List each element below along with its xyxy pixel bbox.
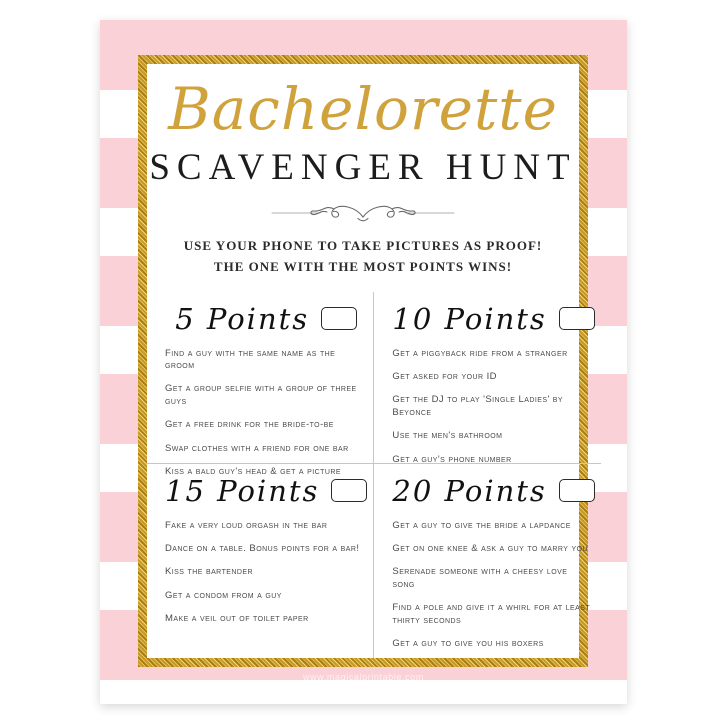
points-header xyxy=(165,474,367,508)
scavenger-item: Kiss a bald guy's head & get a picture xyxy=(165,465,342,477)
scavenger-item: Swap clothes with a friend for one bar xyxy=(165,442,349,454)
scavenger-item: Get a guy to give the bride a lapdance xyxy=(392,519,571,531)
instructions-line-1: USE YOUR PHONE TO TAKE PICTURES AS PROOF! xyxy=(183,238,543,254)
scavenger-item: Dance on a table. Bonus points for a bar! xyxy=(165,543,360,555)
scavenger-item: Get asked for your ID xyxy=(392,371,497,383)
scavenger-item: Kiss the bartender xyxy=(165,566,254,578)
checkbox-icon xyxy=(321,307,357,330)
points-label: 5 Points xyxy=(175,301,310,336)
points-grid xyxy=(147,292,591,658)
section-10-points xyxy=(374,292,600,464)
game-card xyxy=(147,64,591,658)
scavenger-item: Get a free drink for the bride-to-be xyxy=(165,419,334,431)
gold-glitter-frame xyxy=(138,55,591,667)
points-header xyxy=(165,302,367,336)
section-20-points xyxy=(374,464,600,658)
scavenger-item: Get a piggyback ride from a stranger xyxy=(392,347,568,359)
checkbox-icon xyxy=(559,307,595,330)
scavenger-item: Get the DJ to play 'Single Ladies' by Beyonce xyxy=(392,394,564,418)
checkbox-icon xyxy=(559,479,595,502)
title-caps: SCAVENGER HUNT xyxy=(149,146,577,188)
points-label: 20 Points xyxy=(392,473,547,508)
scavenger-item: Get a guy's phone number xyxy=(392,453,512,465)
points-label: 10 Points xyxy=(392,301,547,336)
instructions xyxy=(184,236,542,278)
points-header xyxy=(392,302,594,336)
section-5-points xyxy=(147,292,374,477)
scroll-flourish-icon xyxy=(268,200,458,226)
scavenger-item: Find a pole and give it a whirl for at least thirty seconds xyxy=(392,602,591,626)
title-script: Bachelorette xyxy=(168,75,558,143)
scavenger-item: Get a guy to give you his boxers xyxy=(392,637,544,649)
points-label: 15 Points xyxy=(165,473,320,508)
scavenger-item: Get on one knee & ask a guy to marry you xyxy=(392,543,588,555)
scavenger-item: Use the men's bathroom xyxy=(392,430,503,442)
striped-poster-background xyxy=(100,20,627,704)
items-list xyxy=(165,348,367,478)
points-header xyxy=(392,474,594,508)
scavenger-item: Find a guy with the same name as the groom xyxy=(165,347,336,372)
scavenger-item: Serenade someone with a cheesy love song xyxy=(392,566,568,590)
scavenger-item: Fake a very loud orgash in the bar xyxy=(165,519,328,531)
items-list xyxy=(165,520,367,626)
items-list xyxy=(392,520,594,650)
scavenger-item: Get a group selfie with a group of three guys xyxy=(165,383,357,407)
checkbox-icon xyxy=(331,479,367,502)
instructions-line-2: THE ONE WITH THE MOST POINTS WINS! xyxy=(213,258,513,274)
section-15-points xyxy=(147,464,374,658)
watermark: www.magicalprintable.com xyxy=(303,672,424,682)
items-list xyxy=(392,348,594,466)
scavenger-item: Get a condom from a guy xyxy=(165,589,282,601)
scavenger-item: Make a veil out of toilet paper xyxy=(165,613,309,625)
